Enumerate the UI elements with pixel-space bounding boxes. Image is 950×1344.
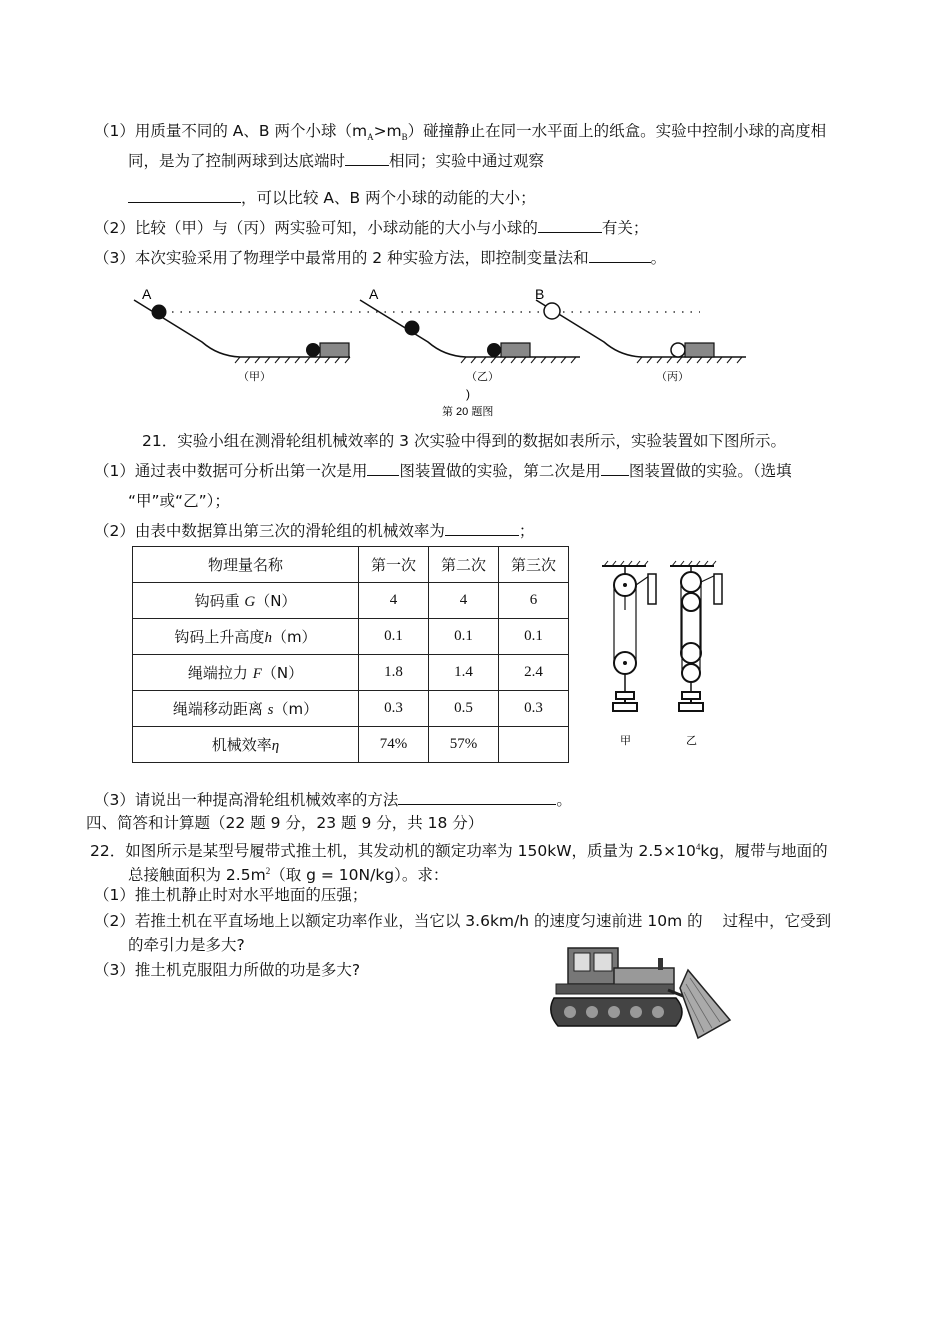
ball-b [544, 303, 560, 319]
ramp-bing [535, 286, 746, 383]
answer-blank[interactable] [367, 461, 399, 476]
table-header-row: 物理量名称 第一次 第二次 第三次 [133, 547, 569, 583]
q22-line1: 22．如图所示是某型号履带式推土机，其发动机的额定功率为 150kW，质量为 $2.5\times 10^4kg$，履带与地面的 [90, 842, 828, 861]
ramp-yi [360, 286, 580, 401]
q20-part1-line1: （1）用质量不同的 A、B 两个小球$(m_A>m_B)$碰撞静止在同一水平面上的纸盒。实验中控制小球的高度相 [94, 122, 827, 143]
answer-blank[interactable] [445, 521, 519, 536]
pulley-setup-yi [670, 561, 722, 747]
caption-yi: （乙） [466, 371, 499, 383]
ball-label: A [369, 286, 379, 302]
figure-20-ramps [120, 282, 760, 422]
q22-part2-line2: 的牵引力是多大? [128, 936, 245, 954]
weight [679, 703, 703, 711]
section-four-heading: 四、简答和计算题（22 题 9 分，23 题 9 分，共 18 分） [86, 814, 484, 832]
label-jia: 甲 [620, 735, 631, 747]
q20-part3: （3）本次实验采用了物理学中最常用的 2 种实验方法，即控制变量法和 。 [94, 249, 667, 267]
ball-a [405, 321, 420, 336]
answer-blank[interactable] [345, 151, 389, 166]
q20-part1-line2: 同，是为了控制两球到达底端时 相同；实验中通过观察 [128, 152, 545, 170]
svg-text:): ) [466, 387, 470, 401]
spring-scale [714, 574, 722, 604]
q22-part2-line1: （2）若推土机在平直场地上以额定功率作业，当它以 3.6km/h 的速度匀速前进 10m 的 过程中，它受到 [94, 912, 832, 930]
q20-part2: （2）比较（甲）与（丙）两实验可知，小球动能的大小与小球的 有关； [94, 219, 649, 237]
ball-label: A [142, 286, 152, 302]
pulley-setup-jia [602, 561, 656, 747]
pulley-figure [596, 558, 736, 748]
movable-pulley [682, 664, 700, 682]
figure-title: 第 20 题图 [442, 406, 494, 418]
table-row: 机械效率η 74% 57% [133, 727, 569, 763]
ball-a [306, 343, 320, 357]
q20-part1-line3: ，可以比较 A、B 两个小球的动能的大小； [128, 188, 536, 208]
spring-scale [648, 574, 656, 604]
ball-a [487, 343, 501, 357]
ball-a [152, 305, 167, 320]
weight [613, 703, 637, 711]
q21-part3: （3）请说出一种提高滑轮组机械效率的方法 。 [94, 791, 572, 809]
q22-part1: （1）推土机静止时对水平地面的压强； [94, 886, 368, 904]
table-row: 钩码重 G（N） 4 4 6 [133, 583, 569, 619]
caption-bing: （丙） [656, 371, 689, 383]
ball-b [671, 343, 685, 357]
table-row: 绳端移动距离 s（m） 0.3 0.5 0.3 [133, 691, 569, 727]
table-row: 绳端拉力 F（N） 1.8 1.4 2.4 [133, 655, 569, 691]
paper-box [320, 343, 349, 357]
ramp-jia [134, 286, 350, 383]
answer-blank[interactable] [589, 248, 651, 263]
paper-box [685, 343, 714, 357]
q21-part2: （2）由表中数据算出第三次的滑轮组的机械效率为 ； [94, 522, 535, 540]
answer-blank[interactable] [128, 188, 241, 203]
q21-part1-line1: （1）通过表中数据可分析出第一次是用 图装置做的实验，第二次是用 图装置做的实验。（选填 [94, 462, 792, 480]
fixed-pulley [681, 572, 701, 592]
q22-part3: （3）推土机克服阻力所做的功是多大? [94, 961, 361, 979]
answer-blank[interactable] [398, 790, 556, 805]
answer-cell[interactable] [499, 727, 569, 763]
ball-label: B [535, 286, 545, 302]
weight [616, 692, 634, 699]
q21-part1-line2: “甲”或“乙”）； [128, 492, 230, 510]
table-row: 钩码上升高度h（m） 0.1 0.1 0.1 [133, 619, 569, 655]
label-yi: 乙 [686, 735, 697, 747]
data-table [132, 546, 569, 763]
weight [682, 692, 700, 699]
answer-blank[interactable] [538, 218, 602, 233]
bulldozer-image [548, 940, 733, 1040]
paper-box [501, 343, 530, 357]
q22-line2: 总接触面积为 $2.5m^2$（取 g = 10N/kg）。求： [128, 866, 449, 885]
answer-blank[interactable] [601, 461, 629, 476]
q21-intro: 21．实验小组在测滑轮组机械效率的 3 次实验中得到的数据如表所示，实验装置如下图所示。 [142, 432, 786, 450]
movable-pulley [681, 643, 701, 663]
fixed-pulley [682, 593, 700, 611]
caption-jia: （甲） [238, 371, 271, 383]
